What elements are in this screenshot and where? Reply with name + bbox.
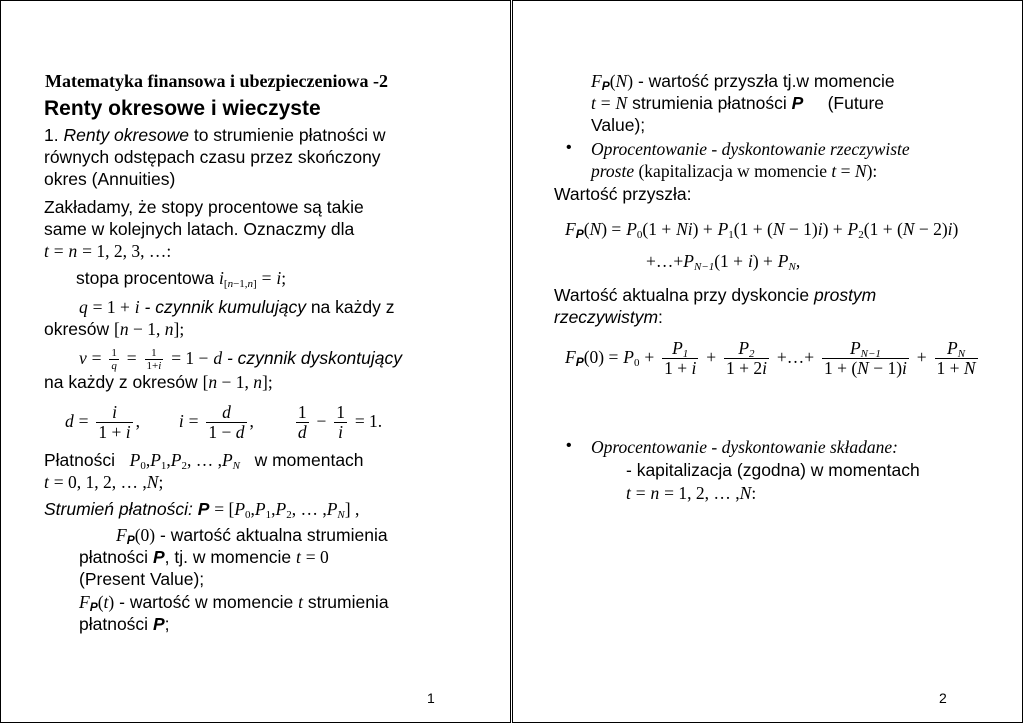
page-number: 2 <box>939 690 947 706</box>
item1-line1: 1. Renty okresowe to strumienie płatności w <box>44 125 386 145</box>
pv-definition: FP(0) - wartość aktualna strumienia <box>116 525 388 547</box>
item1-term: Renty okresowe <box>63 125 189 145</box>
pv-definition-line3: (Present Value); <box>79 569 205 589</box>
assume-line1: Zakładamy, że stopy procentowe są takie <box>44 197 364 217</box>
bullet2-line2: - kapitalizacja (zgodna) w momentach <box>626 460 920 480</box>
bullet2-line1: Oprocentowanie - dyskontowanie składane: <box>591 437 898 457</box>
present-value-label: Wartość aktualna przy dyskoncie prostym <box>554 285 877 305</box>
present-value-label-line2: rzeczywistym: <box>554 307 663 327</box>
d-i-relations: d = $\frac{i}{1 + i}$ , i = $\frac{d}{1 - d}$ , $\frac{1}{d}$ − $\frac{1}{i}$ = 1. <box>65 401 383 442</box>
rate-definition: stopa procentowa $i_{[n-1,n]} = i$; <box>76 268 287 290</box>
bullet1-line2: proste (kapitalizacja w momencie t = N): <box>591 161 878 181</box>
item1-line3: okres (Annuities) <box>44 169 176 189</box>
slide-page-2 <box>512 0 1023 723</box>
bullet-icon: • <box>566 139 572 156</box>
q-definition: q = 1 + i - czynnik kumulujący na każdy z <box>79 297 395 317</box>
future-value-formula-cont: $+\dots+P_{N-1}(1 + i) + P_N$, <box>646 251 801 273</box>
fv-definition-line3: Value); <box>591 115 646 135</box>
item1-line2: równych odstępach czasu przez skończony <box>44 147 381 167</box>
payments-moments: t = 0, 1, 2, … ,N; <box>44 472 164 492</box>
stream-definition: Strumień płatności: $P = [P_0,P_1,P_2$, … $,P_N$] , <box>44 499 360 521</box>
fv-definition-line2: t = N strumienia płatności P (Future <box>591 93 884 113</box>
index-formula: t = n = 1, 2, 3, …: <box>44 241 172 261</box>
course-title: Matematyka finansowa i ubezpieczeniowa -2 <box>45 71 388 91</box>
q-definition-line2: okresów [n − 1, n]; <box>44 319 185 339</box>
compounding-moments: t = n = 1, 2, … ,N: <box>626 483 757 503</box>
v-definition: v = $\frac{1}{q}$ = $\frac{1}{1+i}$ = 1 − d - czynnik dyskontujący <box>79 346 403 372</box>
ft-definition-line2: płatności P; <box>79 614 170 634</box>
ft-definition: FP(t) - wartość w momencie t strumienia <box>79 592 389 614</box>
bullet-icon: • <box>566 437 572 454</box>
page-number: 1 <box>427 690 435 706</box>
section-title: Renty okresowe i wieczyste <box>44 97 321 120</box>
assume-line2: same w kolejnych latach. Oznaczmy dla <box>44 219 355 239</box>
slide-page-1 <box>0 0 511 723</box>
pv-definition-line2: płatności P, tj. w momencie t = 0 <box>79 547 329 567</box>
bullet1-line1: Oprocentowanie - dyskontowanie rzeczywiste <box>591 139 910 159</box>
present-value-formula: $FP(0) = P_0$ + $\frac{P_1}{1 + i}$ + $\frac{P_2}{1 + 2i}$ +…+ $\frac{P_{N-1}}{1 + (N - 1)i}$ + $\frac{P_N}{1 + N}$ <box>565 337 976 378</box>
future-value-label: Wartość przyszła: <box>554 184 692 204</box>
v-definition-line2: na każdy z okresów [n − 1, n]; <box>44 372 273 392</box>
future-value-formula: $FP(N) = P_0(1 + Ni) + P_1(1 + (N - 1)i) + P_2(1 + (N - 2)i)$ <box>565 219 959 241</box>
payments-line: Płatności $P_0,P_1,P_2$, … $,P_N$ w momentach <box>44 450 364 472</box>
fv-definition: FP(N) - wartość przyszła tj.w momencie <box>591 71 895 93</box>
